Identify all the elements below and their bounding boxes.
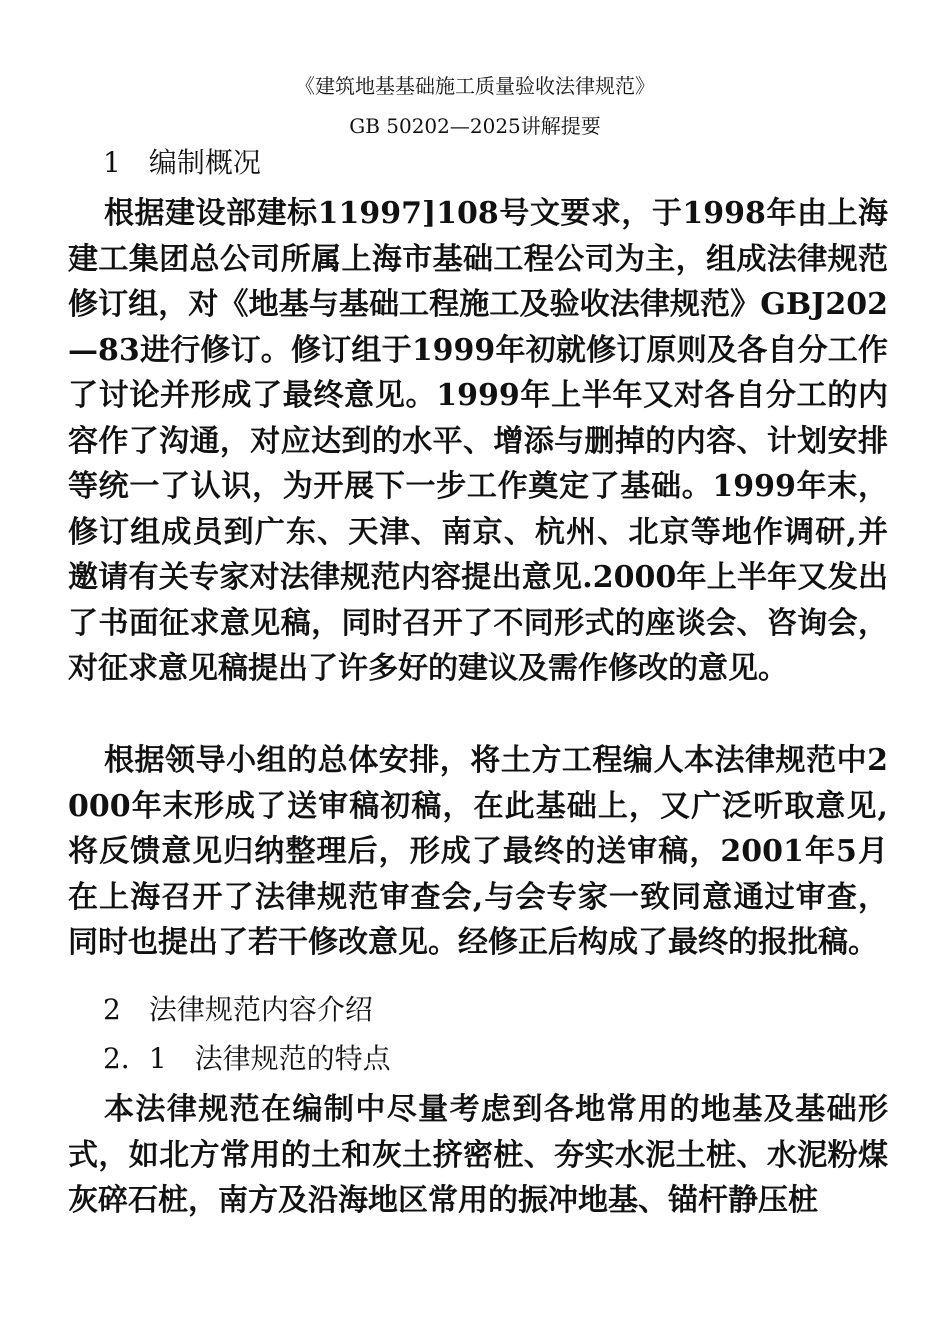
paragraph-overview-1: 根据建设部建标11997]108号文要求，于1998年由上海建工集团总公司所属上海市基础工程公司为主，组成法律规范修订组，对《地基与基础工程施工及验收法律规范》GBJ202—83进行修订。修订组于1999年初就修订原则及各自分工作了讨论并形成了最终意见。1999年上半年又对各自分工的内容作了沟通，对应达到的水平、增添与删掉的内容、计划安排等统一了认识，为开展下一步工作奠定了基础。1999年末，修订组成员到广东、天津、南京、杭州、北京等地作调研,并邀请有关专家对法律规范内容提出意见.2000年上半年又发出了书面征求意见稿，同时召开了不同形式的座谈会、咨询会，对征求意见稿提出了许多好的建议及需作修改的意见。 bbox=[68, 196, 888, 686]
document-subtitle: GB 50202—2025讲解提要 bbox=[349, 114, 601, 138]
section-heading-overview: 1 编制概况 bbox=[103, 146, 261, 179]
subsection-heading-features: 2．1 法律规范的特点 bbox=[103, 1042, 391, 1075]
document-title: 《建筑地基基础施工质量验收法律规范》 bbox=[295, 74, 655, 98]
paragraph-features-1: 本法律规范在编制中尽量考虑到各地常用的地基及基础形式，如北方常用的土和灰土挤密桩、夯实水泥土桩、水泥粉煤灰碎石桩，南方及沿海地区常用的振冲地基、锚杆静压桩 bbox=[68, 1092, 888, 1218]
section-heading-content: 2 法律规范内容介绍 bbox=[103, 993, 373, 1026]
paragraph-overview-2: 根据领导小组的总体安排，将土方工程编人本法律规范中2000年末形成了送审稿初稿，在此基础上，又广泛听取意见,将反馈意见归纳整理后，形成了最终的送审稿，2001年5月在上海召开了法律规范审查会,与会专家一致同意通过审查，同时也提出了若干修改意见。经修正后构成了最终的报批稿。 bbox=[68, 743, 888, 960]
